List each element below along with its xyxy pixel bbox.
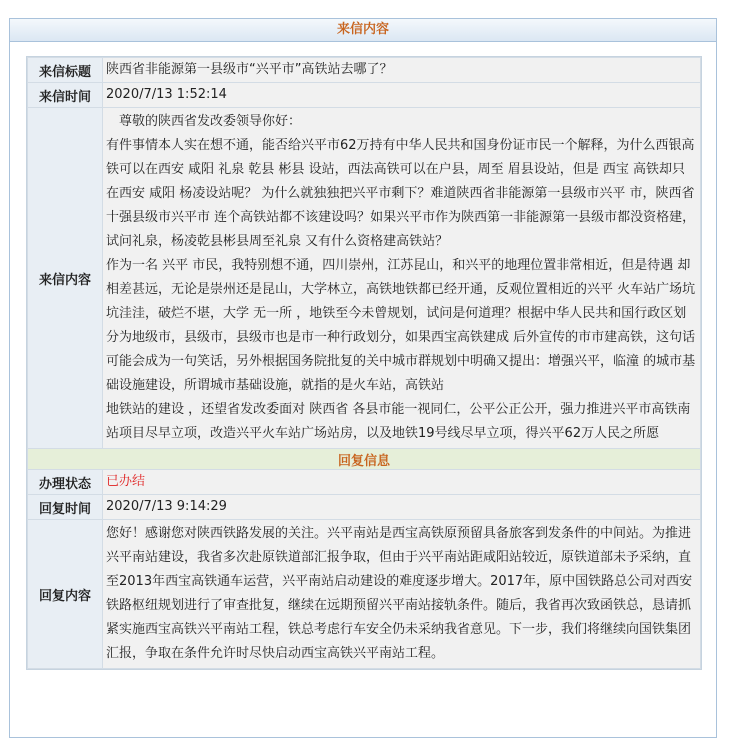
- reply-content-value: 您好！感谢您对陕西铁路发展的关注。兴平南站是西宝高铁原预留具备旅客到发条件的中间站。为推进兴平南站建设，我省多次赴原铁道部汇报争取，但由于兴平南站距咸阳站较近，原铁道部未予采纳，直至2013年西宝高铁通车运营，兴平南站启动建设的难度逐步增大。2017年，原中国铁路总公司对西安铁路枢纽规划进行了审查批复，继续在远期预留兴平南站接轨条件。随后，我省再次致函铁总，恳请抓紧实施西宝高铁兴平南站工程，铁总考虑行车安全仍未采纳我省意见。下一步，我们将继续向国铁集团汇报，争取在条件允许时尽快启动西宝高铁兴平南站工程。: [103, 520, 701, 669]
- reply-section-row: [28, 449, 701, 470]
- reply-time-value: 2020/7/13 9:14:29: [103, 495, 701, 520]
- letter-panel: [9, 18, 717, 738]
- letter-detail-table: [27, 57, 701, 669]
- letter-title-value: 陕西省非能源第一县级市“兴平市”高铁站去哪了？: [103, 58, 701, 83]
- letter-time-row: [28, 83, 701, 108]
- reply-content-row: [28, 520, 701, 669]
- letter-paragraph: 作为一名 兴平 市民，我特别想不通，四川崇州，江苏昆山，和兴平的地理位置非常相近，但是待遇 却相差甚远，无论是崇州还是昆山，大学林立，高铁地铁都已经开通，反观位置相近的兴平 火车站广场坑坑洼洼，破烂不堪，大学 无一所 ，地铁至今未曾规划，试问是何道理？根据中华人民共和国行政区划分为地级市，县级市，县级市也是市一种行政划分，如果西宝高铁建成 后外宣传的市市建高铁，这句话可能会成为一句笑话，另外根据国务院批复的关中城市群规划中明确又提出：增强兴平，临潼 的城市基础设施建设，所谓城市基础设施，就指的是火车站，高铁站: [106, 258, 696, 393]
- reply-content-label: 回复内容: [28, 520, 103, 669]
- letter-paragraph: 尊敬的陕西省发改委领导你好：: [119, 114, 302, 129]
- letter-paragraph: 地铁站的建设 ，还望省发改委面对 陕西省 各县市能一视同仁，公平公正公开，强力推进兴平市高铁南站项目尽早立项，改造兴平火车站广场站房，以及地铁19号线尽早立项，得兴平62万人民之所愿: [106, 402, 691, 441]
- reply-section-header: 回复信息: [28, 449, 701, 470]
- letter-time-label: 来信时间: [28, 83, 103, 108]
- letter-content-row: [28, 108, 701, 449]
- letter-paragraph: 有件事情本人实在想不通，能否给兴平市62万持有中华人民共和国身份证市民一个解释，为什么西银高铁可以在西安 咸阳 礼泉 乾县 彬县 设站，西法高铁可以在户县，周至 眉县设站，但是 西宝 高铁却只 在西安 咸阳 杨凌设站呢？ 为什么就独独把兴平市剩下？难道陕西省非能源第一县级市兴平 市，陕西省十强县级市兴平市 连个高铁站都不该建设吗？如果兴平市作为陕西第一非能源第一县级市都没资格建，试问礼泉，杨凌乾县彬县周至礼泉 又有什么资格建高铁站？: [106, 138, 696, 249]
- letter-content-value: [103, 108, 701, 449]
- reply-status-row: [28, 470, 701, 495]
- letter-time-value: 2020/7/13 1:52:14: [103, 83, 701, 108]
- reply-status-label: 办理状态: [28, 470, 103, 495]
- reply-time-label: 回复时间: [28, 495, 103, 520]
- letter-detail-table-wrapper: [26, 56, 702, 670]
- letter-section-header: 来信内容: [10, 19, 716, 42]
- reply-time-row: [28, 495, 701, 520]
- letter-title-row: [28, 58, 701, 83]
- status-badge: 已办结: [103, 470, 701, 495]
- letter-title-label: 来信标题: [28, 58, 103, 83]
- letter-content-label: 来信内容: [28, 108, 103, 449]
